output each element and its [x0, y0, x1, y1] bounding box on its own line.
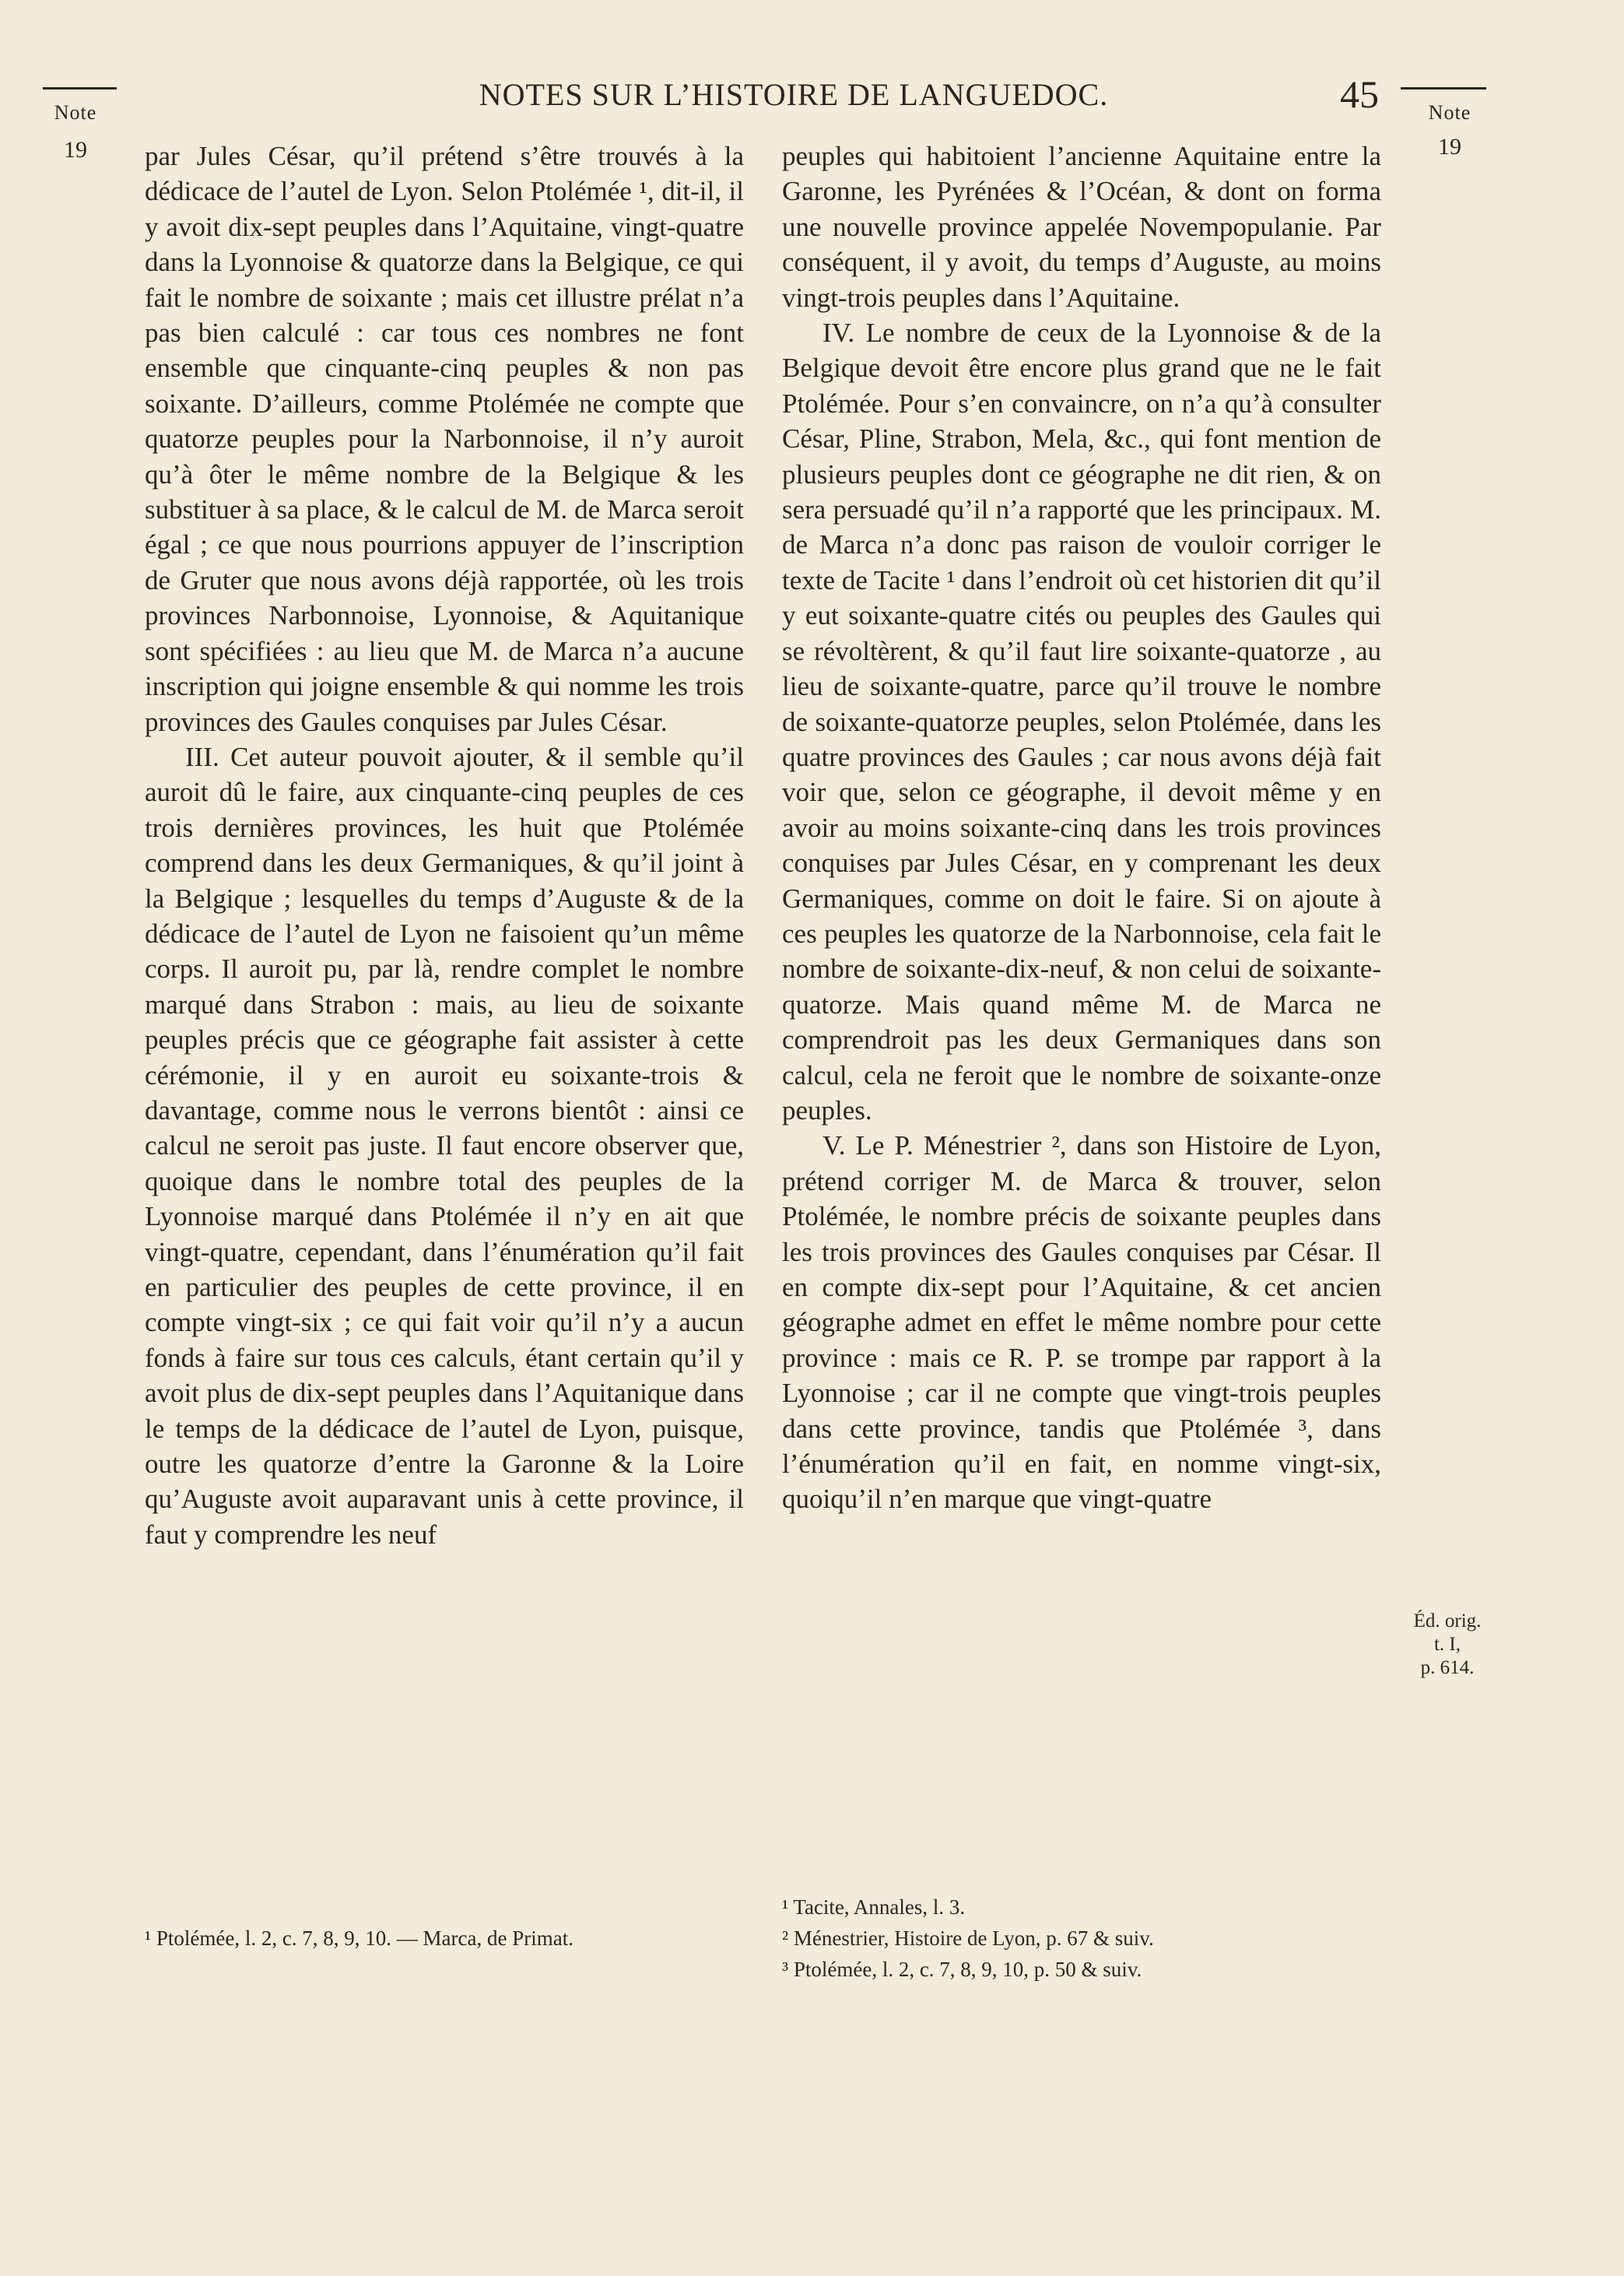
left-footnotes: [145, 1923, 744, 1954]
left-note-number: 19: [64, 137, 87, 163]
footnote: ² Ménestrier, Histoire de Lyon, p. 67 & suiv.: [782, 1927, 1154, 1950]
page-number: 45: [1340, 72, 1379, 116]
right-footnotes: [782, 1891, 1381, 1985]
left-note-label: Note: [54, 101, 97, 124]
right-column: [782, 139, 1381, 1517]
marginal-reference-line: p. 614.: [1420, 1657, 1475, 1678]
left-margin-rule: [43, 87, 117, 90]
paragraph: V. Le P. Ménestrier ², dans son Histoire de Lyon, prétend corriger M. de Marca & trouver, selon Ptolémée, le nombre précis de soixante peuples dans les trois provinces des Gaules conquises par César. Il en compte dix-sept pour l’Aquitaine, & cet ancien géographe admet en effet le même nombre pour cette province : mais ce R. P. se trompe par rapport à la Lyonnoise ; car il ne compte que vingt-trois peuples dans cette province, tandis que Ptolémée ³, dans l’énumération qu’il en fait, en nomme vingt-six, quoiqu’il n’en marque que vingt-quatre: [782, 1130, 1381, 1515]
paragraph: III. Cet auteur pouvoit ajouter, & il semble qu’il auroit dû le faire, aux cinquante-cinq peuples de ces trois dernières provinces, les huit que Ptolémée comprend dans les deux Germaniques, & qu’il joint à la Belgique ; lesquelles du temps d’Auguste & de la dédicace de l’autel de Lyon ne faisoient qu’un même corps. Il auroit pu, par là, rendre complet le nombre marqué dans Strabon : mais, au lieu de soixante peuples précis que ce géographe fait assister à cette cérémonie, il y en auroit eu soixante-trois & davantage, comme nous le verrons bientôt : ainsi ce calcul ne seroit pas juste. Il faut encore observer que, quoique dans le nombre total des peuples de la Lyonnoise marqué dans Ptolémée il n’y en ait que vingt-quatre, cependant, dans l’énumération qu’il fait en particulier des peuples de cette province, il en compte vingt-six ; ce qui fait voir qu’il n’y a aucun fonds à faire sur tous ces calculs, étant certain qu’il y avoit plus de dix-sept peuples dans l’Aquitanique dans le temps de la dédicace de l’autel de Lyon, puisque, outre les quatorze d’entre la Garonne & la Loire qu’Auguste avoit auparavant unis à cette province, il faut y comprendre les neuf: [145, 741, 744, 1550]
paragraph: IV. Le nombre de ceux de la Lyonnoise & de la Belgique devoit être encore plus grand que ne le fait Ptolémée. Pour s’en convaincre, on n’a qu’à consulter César, Pline, Strabon, Mela, &c., qui font mention de plusieurs peuples dont ce géographe ne dit rien, & on sera persuadé qu’il n’a rapporté que les principaux. M. de Marca n’a donc pas raison de vouloir corriger le texte de Tacite ¹ dans l’endroit où cet historien dit qu’il y eut soixante-quatre cités ou peuples des Gaules qui se révoltèrent, & qu’il faut lire soixante-quatorze , au lieu de soixante-quatre, parce qu’il trouve le nombre de soixante-quatorze peuples, selon Ptolémée, dans les quatre provinces des Gaules ; car nous avons déjà fait voir que, selon ce géographe, il devoit même y en avoir au moins soixante-cinq dans les trois provinces conquises par Jules César, en y comprenant les deux Germaniques, comme on doit le faire. Si on ajoute à ces peuples les quatorze de la Narbonnoise, cela fait le nombre de soixante-dix-neuf, & non celui de soixante-quatorze. Mais quand même M. de Marca ne comprendroit pas les deux Germaniques dans son calcul, cela ne feroit que le nombre de soixante-onze peuples.: [782, 318, 1381, 1126]
running-head: NOTES SUR L’HISTOIRE DE LANGUEDOC.: [479, 77, 1109, 112]
footnote: ¹ Tacite, Annales, l. 3.: [782, 1895, 966, 1919]
marginal-reference-line: Éd. orig.: [1413, 1610, 1482, 1631]
left-column: [145, 139, 744, 1552]
marginal-reference-line: t. I,: [1433, 1634, 1461, 1655]
marginal-reference: [1389, 1610, 1506, 1680]
right-note-number: 19: [1438, 134, 1461, 160]
right-note-label: Note: [1428, 101, 1471, 124]
paragraph: par Jules César, qu’il prétend s’être trouvés à la dédicace de l’autel de Lyon. Selon Ptolémée ¹, dit-il, il y avoit dix-sept peuples dans l’Aquitaine, vingt-quatre dans la Lyonnoise & quatorze dans la Belgique, ce qui fait le nombre de soixante ; mais cet illustre prélat n’a pas bien calculé : car tous ces nombres ne font ensemble que cinquante-cinq peuples & non pas soixante. D’ailleurs, comme Ptolémée ne compte que quatorze peuples pour la Narbonnoise, il n’y auroit qu’à ôter le même nombre de la Belgique & les substituer à sa place, & le calcul de M. de Marca seroit égal ; ce que nous pourrions appuyer de l’inscription de Gruter que nous avons déjà rapportée, où les trois provinces Narbonnoise, Lyonnoise, & Aquitanique sont spécifiées : au lieu que M. de Marca n’a aucune inscription qui joigne ensemble & qui nomme les trois provinces des Gaules conquises par Jules César.: [145, 141, 744, 737]
right-margin-rule: [1401, 87, 1486, 90]
paragraph: peuples qui habitoient l’ancienne Aquitaine entre la Garonne, les Pyrénées & l’Océan, & dont on forma une nouvelle province appelée Novempopulanie. Par conséquent, il y avoit, du temps d’Auguste, au moins vingt-trois peuples dans l’Aquitaine.: [782, 141, 1381, 313]
footnote: ³ Ptolémée, l. 2, c. 7, 8, 9, 10, p. 50 & suiv.: [782, 1958, 1142, 1981]
footnote: ¹ Ptolémée, l. 2, c. 7, 8, 9, 10. — Marca, de Primat.: [145, 1927, 573, 1950]
